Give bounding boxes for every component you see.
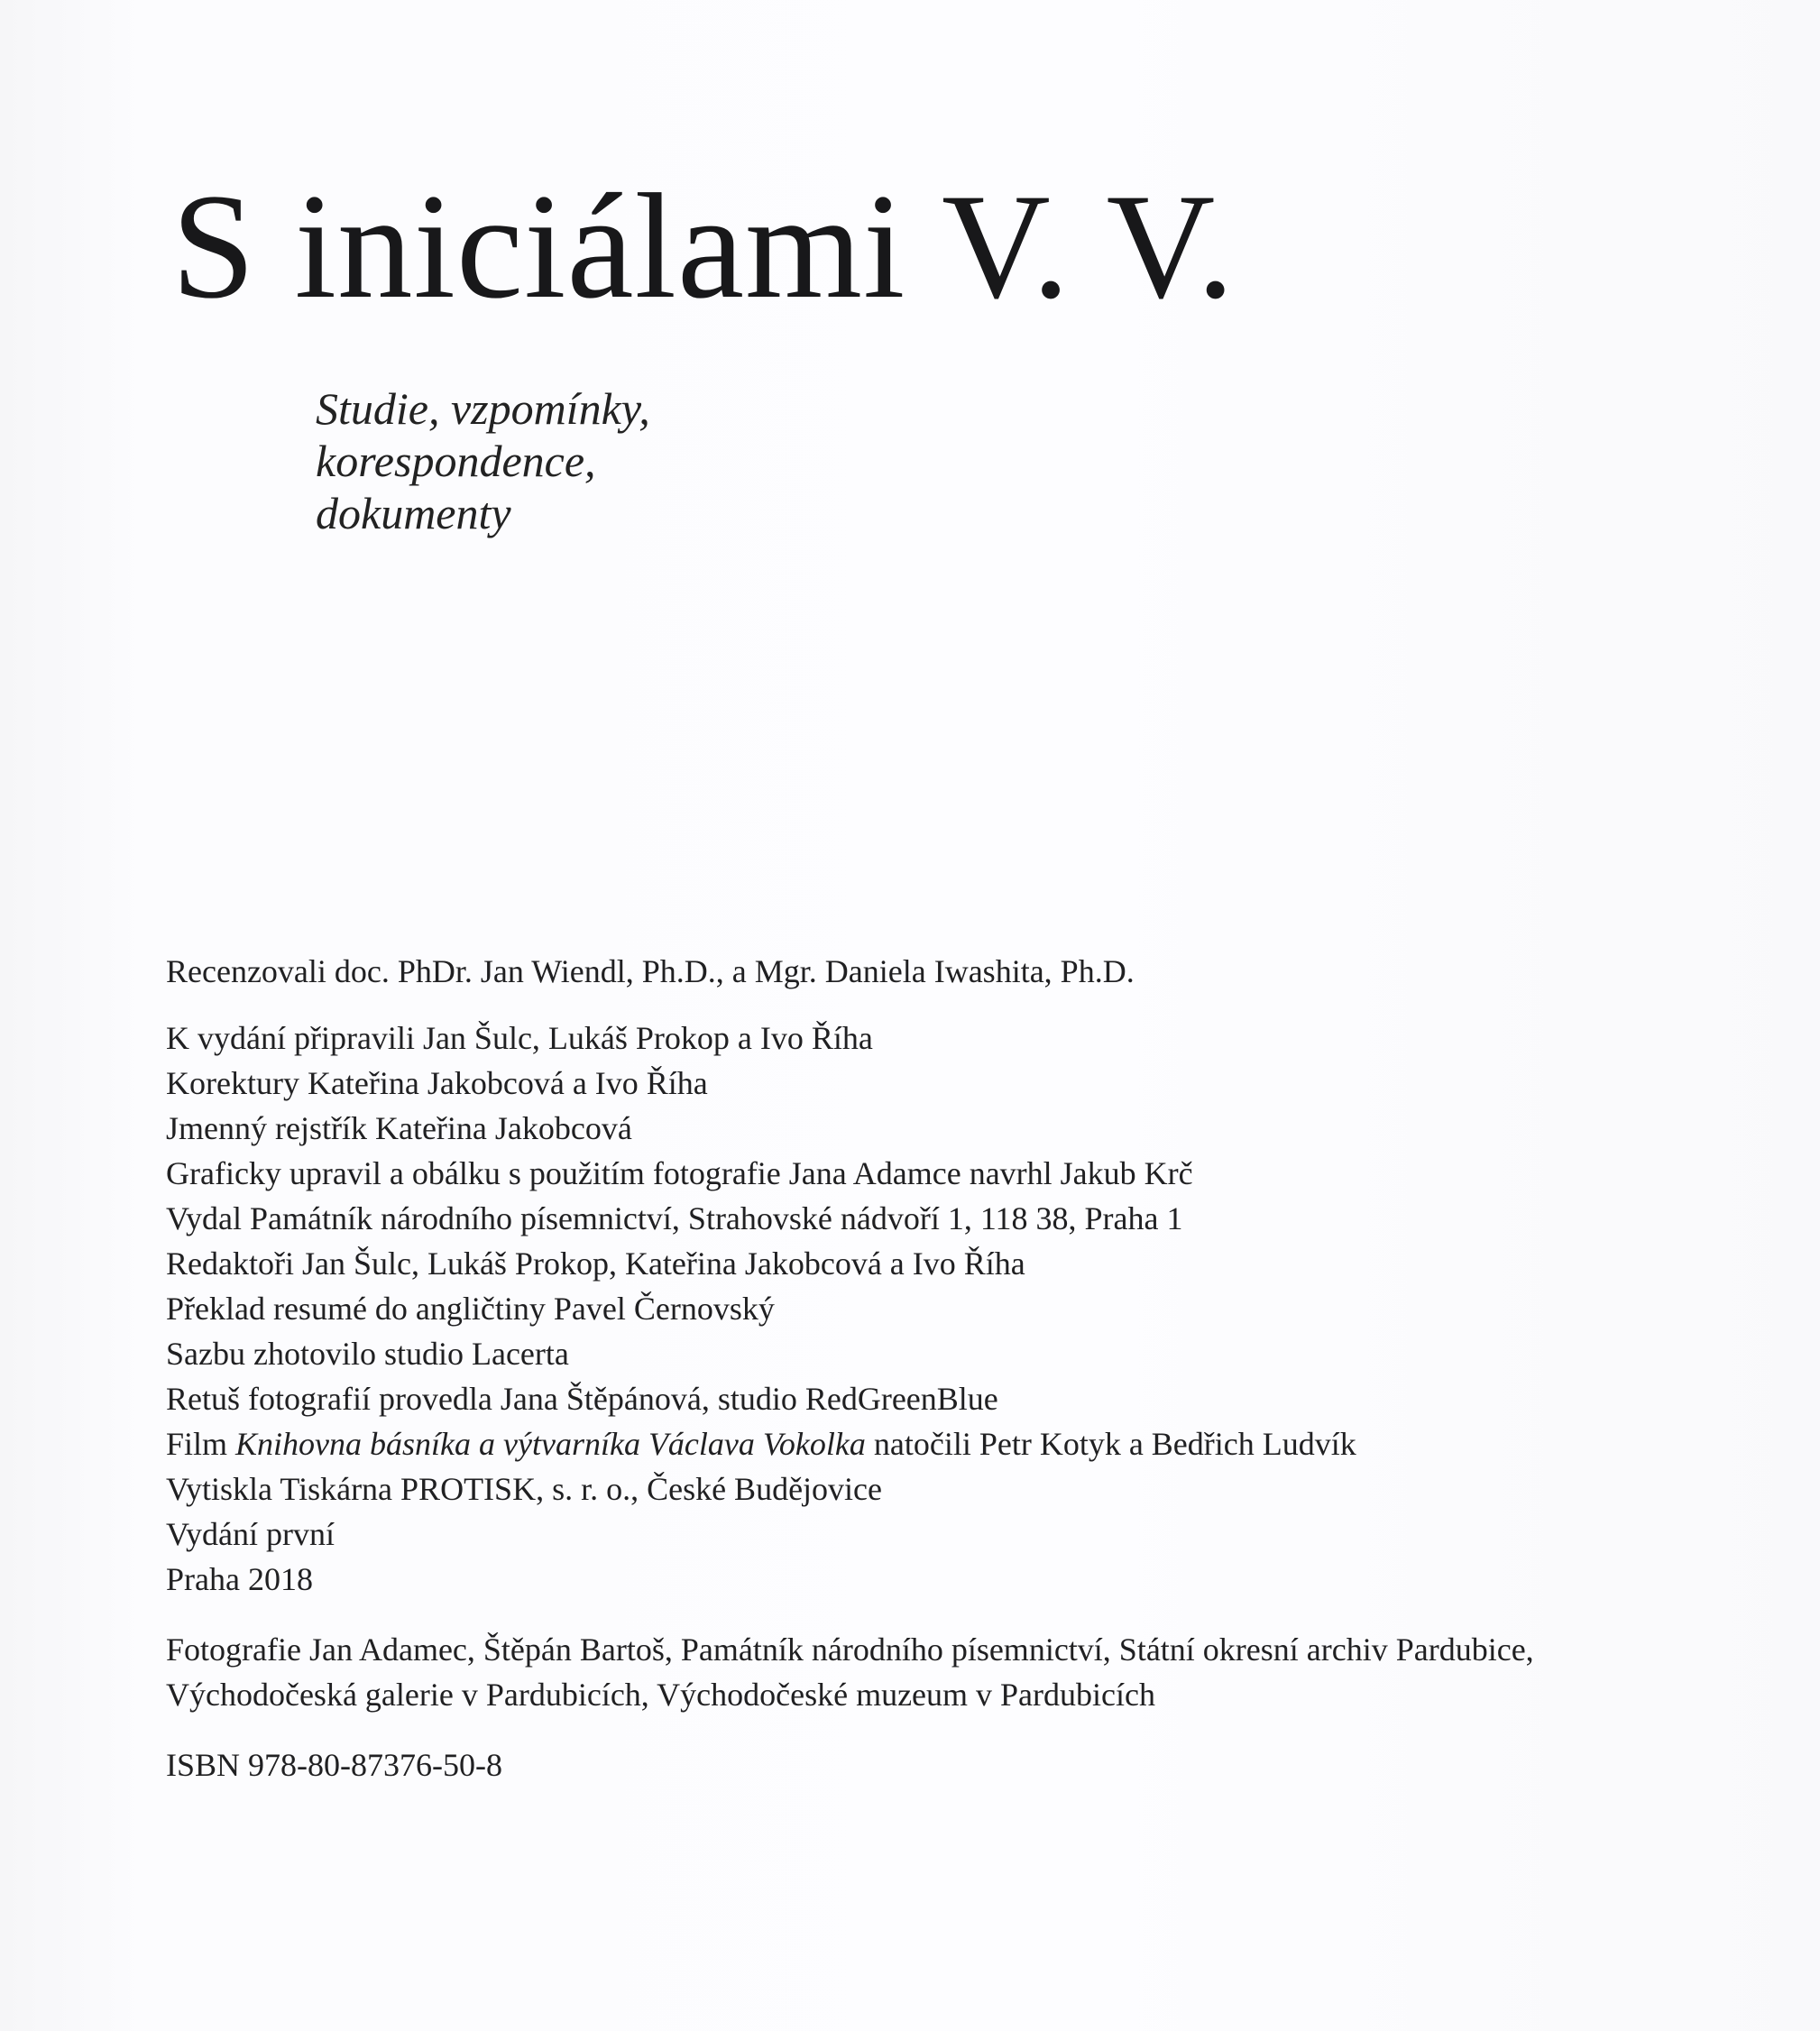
- reviewers-line: Recenzovali doc. PhDr. Jan Wiendl, Ph.D., a Mgr. Daniela Iwashita, Ph.D.: [166, 953, 1135, 989]
- credit-line: Překlad resumé do angličtiny Pavel Černovský: [166, 1291, 775, 1327]
- photo-credits-line: Východočeská galerie v Pardubicích, Východočeské muzeum v Pardubicích: [166, 1677, 1155, 1713]
- subtitle-line: dokumenty: [316, 488, 511, 538]
- credit-line: Vydal Památník národního písemnictví, Strahovské nádvoří 1, 118 38, Praha 1: [166, 1200, 1183, 1236]
- credit-line: Jmenný rejstřík Kateřina Jakobcová: [166, 1110, 632, 1146]
- credit-line: Vydání první: [166, 1516, 335, 1552]
- credit-line: Korektury Kateřina Jakobcová a Ivo Říha: [166, 1065, 708, 1101]
- book-subtitle: [316, 382, 650, 539]
- credit-line: Redaktoři Jan Šulc, Lukáš Prokop, Kateřina Jakobcová a Ivo Říha: [166, 1245, 1025, 1282]
- colophon: [166, 949, 1534, 1787]
- book-title: S iniciálami V. V.: [171, 163, 1236, 330]
- film-title: Knihovna básníka a výtvarníka Václava Vokolka: [235, 1426, 866, 1462]
- film-prefix: Film: [166, 1426, 228, 1462]
- film-credit-line: [166, 1421, 1534, 1466]
- credit-line: Vytiskla Tiskárna PROTISK, s. r. o., České Budějovice: [166, 1471, 883, 1507]
- subtitle-line: Studie, vzpomínky,: [316, 383, 650, 434]
- photo-credits-line: Fotografie Jan Adamec, Štěpán Bartoš, Památník národního písemnictví, Státní okresní archiv Pardubice,: [166, 1631, 1534, 1668]
- subtitle-line: korespondence,: [316, 436, 596, 486]
- credit-line: Praha 2018: [166, 1561, 313, 1597]
- credits-list: [166, 1016, 1534, 1602]
- photo-credits: [166, 1627, 1534, 1717]
- credit-line: Sazbu zhotovilo studio Lacerta: [166, 1336, 569, 1372]
- credit-line: Retuš fotografií provedla Jana Štěpánová, studio RedGreenBlue: [166, 1381, 998, 1417]
- film-suffix: natočili Petr Kotyk a Bedřich Ludvík: [873, 1426, 1356, 1462]
- credit-line: Graficky upravil a obálku s použitím fotografie Jana Adamce navrhl Jakub Krč: [166, 1155, 1193, 1191]
- isbn: ISBN 978-80-87376-50-8: [166, 1747, 502, 1783]
- credit-line: K vydání připravili Jan Šulc, Lukáš Prokop a Ivo Říha: [166, 1020, 873, 1056]
